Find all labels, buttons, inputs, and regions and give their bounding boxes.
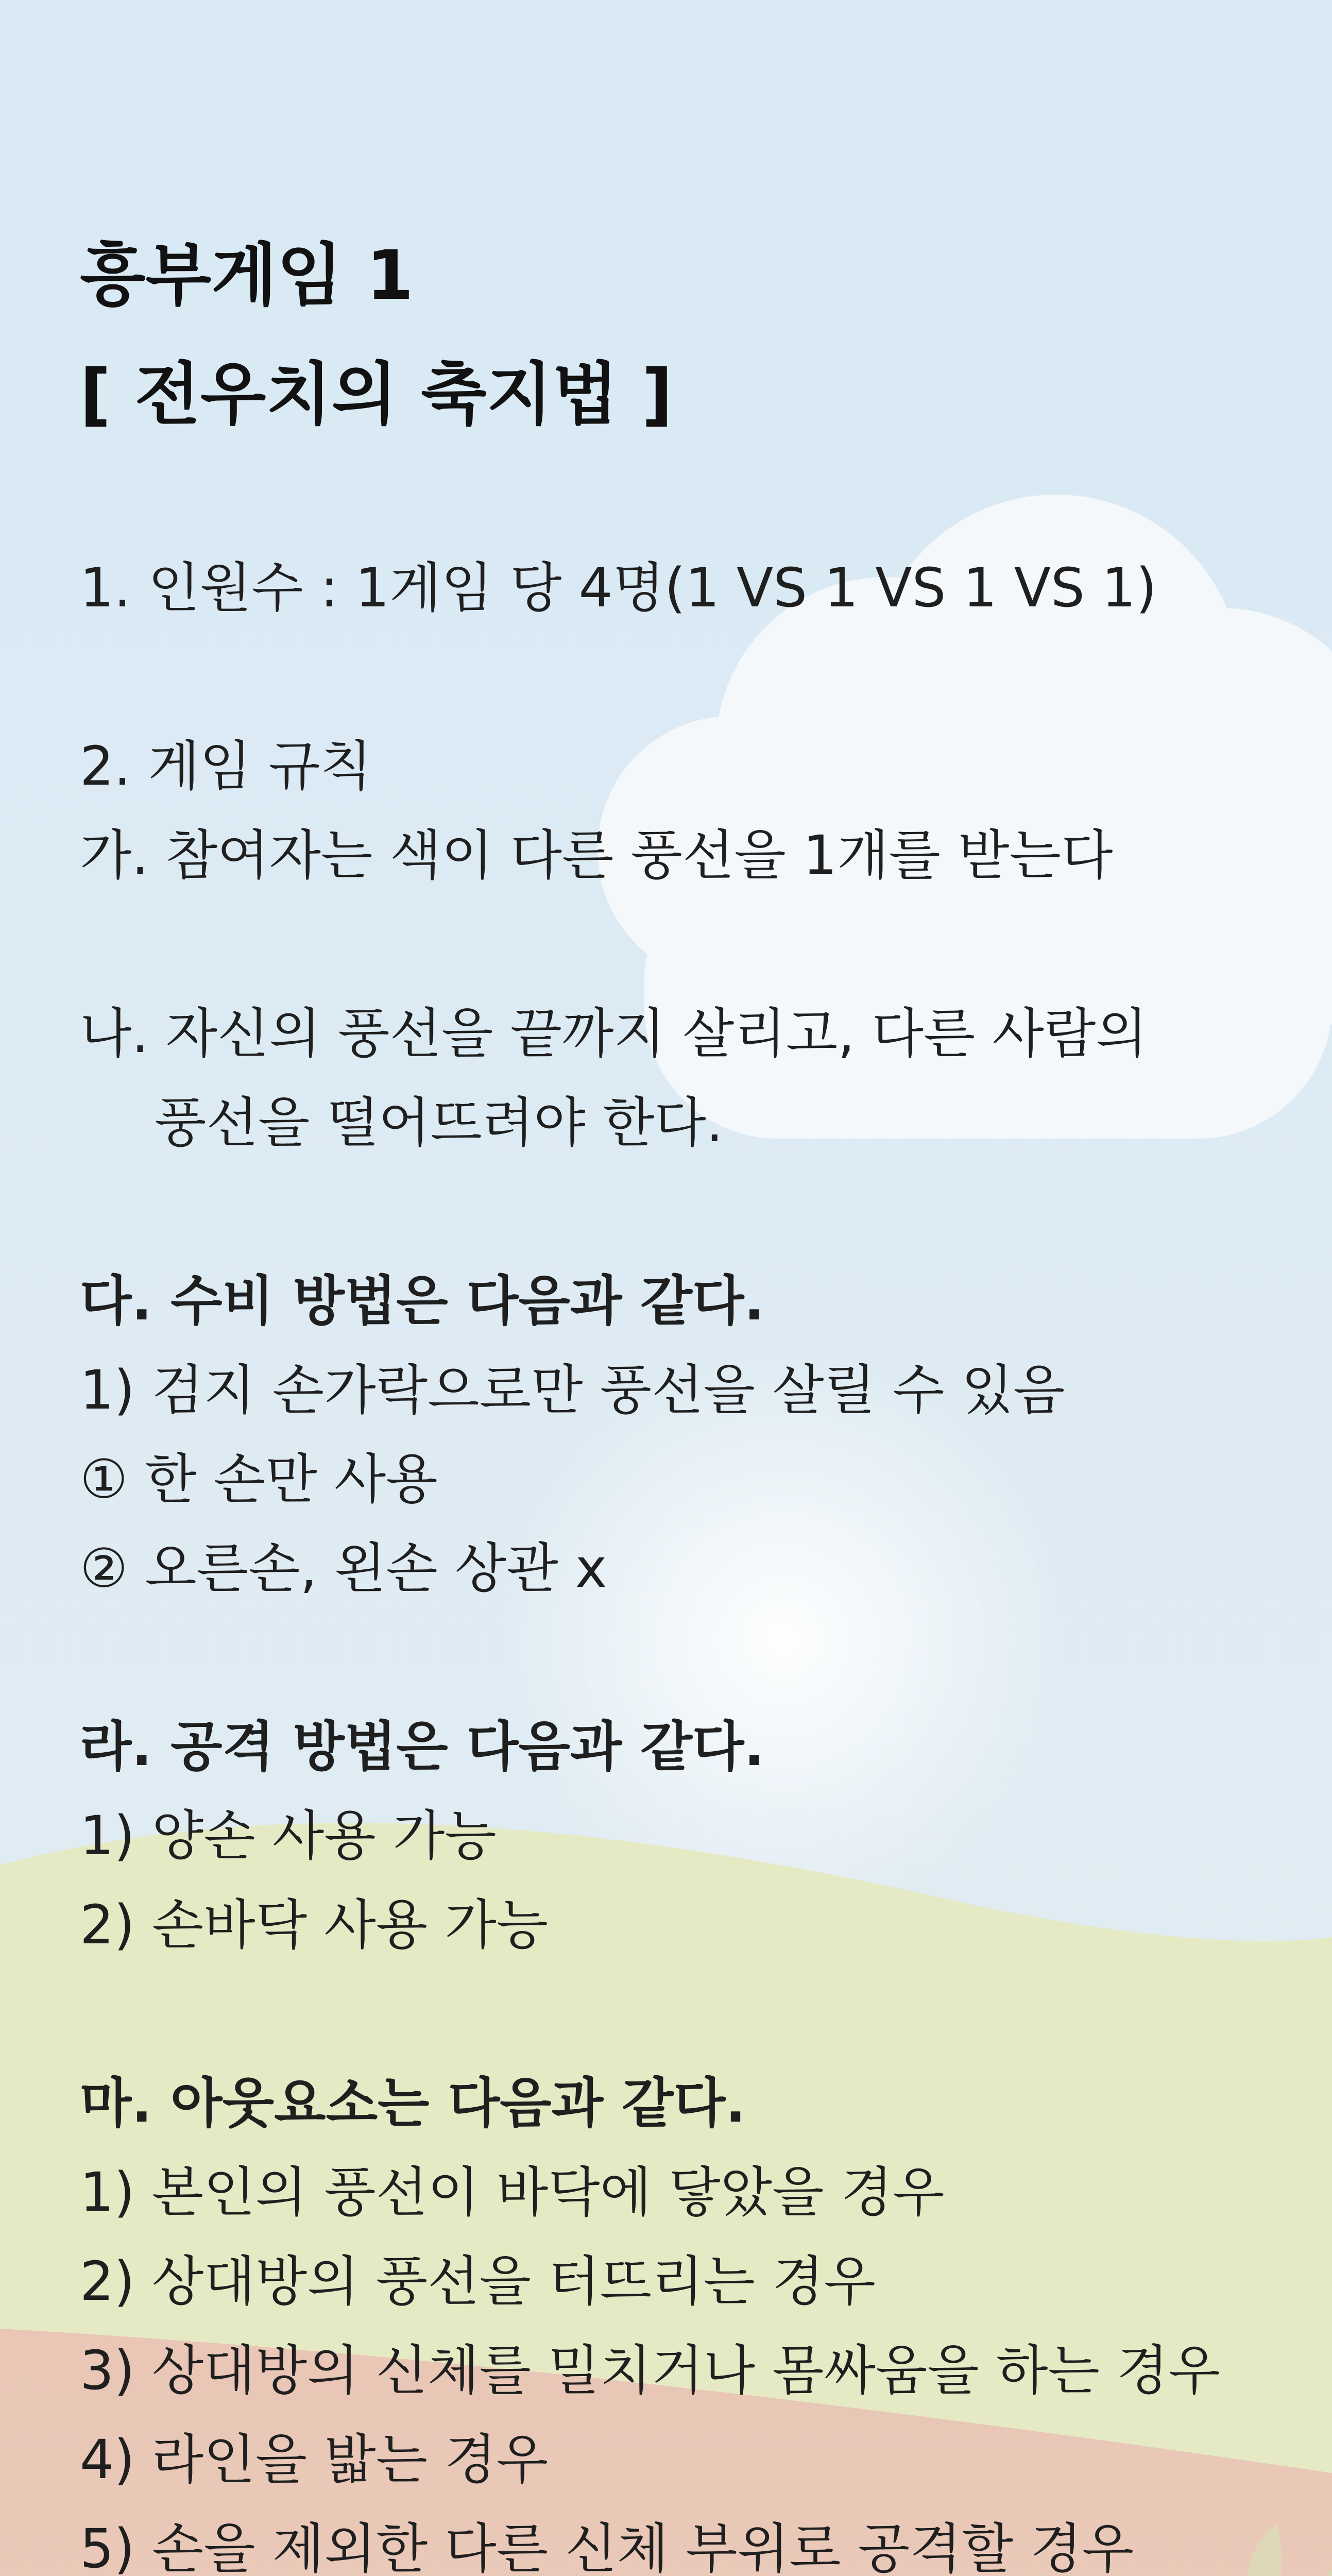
attack-heading: 라. 공격 방법은 다음과 같다. <box>80 1715 764 1778</box>
title-line-1: 흥부게임 1 <box>80 236 414 315</box>
defense-heading: 다. 수비 방법은 다음과 같다. <box>80 1269 764 1332</box>
list-item: 1) 검지 손가락으로만 풍선을 살릴 수 있음 <box>80 1359 1065 1421</box>
list-item: 1) 양손 사용 가능 <box>80 1804 497 1867</box>
rule-na-line1: 나. 자신의 풍선을 끝까지 살리고, 다른 사람의 <box>80 1002 1148 1065</box>
participants-text: 1. 인원수 : 1게임 당 4명(1 VS 1 VS 1 VS 1) <box>80 556 1157 619</box>
rule-ga: 가. 참여자는 색이 다른 풍선을 1개를 받는다 <box>80 824 1113 887</box>
page-title <box>80 216 1265 454</box>
list-item: 2) 손바닥 사용 가능 <box>80 1893 549 1956</box>
rules-heading: 2. 게임 규칙 <box>80 735 372 798</box>
out-heading: 마. 아웃요소는 다음과 같다. <box>80 2072 746 2134</box>
list-item: 2) 상대방의 풍선을 터뜨리는 경우 <box>80 2250 876 2313</box>
list-item: 5) 손을 제외한 다른 신체 부위로 공격할 경우 <box>80 2517 1134 2576</box>
title-line-2: [ 전우치의 축지법 ] <box>80 355 673 434</box>
rule-na-line2: 풍선을 떨어뜨려야 한다. <box>155 1091 723 1154</box>
list-item: 4) 라인을 밟는 경우 <box>80 2428 549 2491</box>
list-item: 1) 본인의 풍선이 바닥에 닿았을 경우 <box>80 2161 945 2224</box>
game-rules-document <box>80 216 1265 2576</box>
list-item: ① 한 손만 사용 <box>80 1448 438 1511</box>
list-item: 3) 상대방의 신체를 밀치거나 몸싸움을 하는 경우 <box>80 2339 1220 2402</box>
list-item: ② 오른손, 왼손 상관 x <box>80 1537 607 1600</box>
